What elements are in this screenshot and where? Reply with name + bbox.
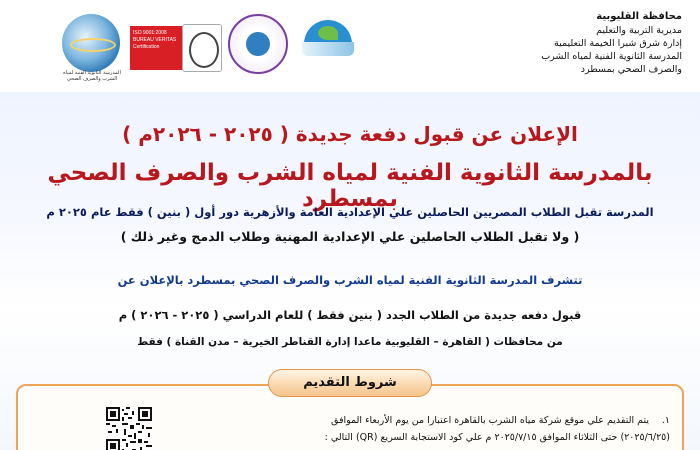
- header-band: [0, 0, 700, 92]
- qr-code[interactable]: [106, 407, 152, 450]
- condition-text1: يتم التقديم علي موقع شركة مياه الشرب بالقاهرة اعتبارا من يوم الأربعاء الموافق: [331, 415, 649, 426]
- school-name-line1: المدرسة الثانوية الفنية لمياه الشرب: [541, 51, 682, 62]
- school-title: بالمدرسة الثانوية الفنية لمياه الشرب والصرف الصحي بمسطرد: [47, 160, 653, 212]
- condition-number: ١.: [661, 415, 670, 426]
- eligibility-text: المدرسة تقبل الطلاب المصريين الحاصلين علي الإعدادية العامة والأزهرية دور أول ( بنين ) فقط عام ٢٠٢٥ م: [46, 205, 654, 219]
- exclusion-text: ( ولا تقبل الطلاب الحاصلين علي الإعدادية المهنية وطلاب الدمج وغير ذلك ): [120, 229, 580, 244]
- logos-row: [62, 10, 502, 86]
- condition-item: [170, 412, 670, 446]
- bureau-veritas-seal: [182, 24, 222, 72]
- directorate-name: مديرية التربية والتعليم: [596, 25, 682, 36]
- admission-text: قبول دفعه جديدة من الطلاب الجدد ( بنين فقط ) للعام الدراسي ( ٢٠٢٥ - ٢٠٢٦ ) م: [118, 308, 582, 322]
- school-globe-logo: [62, 14, 120, 72]
- school-name-line2: والصرف الصحي بمسطرد: [580, 64, 682, 75]
- education-book-logo: [300, 20, 356, 70]
- condition-line1: [170, 412, 670, 429]
- announcement-title: الإعلان عن قبول دفعة جديدة ( ٢٠٢٥ - ٢٠٢٦م ): [122, 122, 578, 146]
- conditions-title: شروط التقديم: [268, 369, 432, 397]
- globe-logo-caption: المدرسة الثانوية الفنية لمياه الشرب والصرف الصحي: [63, 70, 121, 82]
- governorate-name: محافظة القليوبية: [596, 11, 682, 22]
- qr-code-graphic: [106, 407, 152, 450]
- administration-name: إدارة شرق شبرا الخيمة التعليمية: [554, 38, 682, 49]
- administration-block: [532, 10, 682, 76]
- condition-line2: (٢٠٢٥/٦/٢٥) حتى الثلاثاء الموافق ٢٠٢٥/٧/١٥ م علي كود الاستجابة السريع (QR) التالي :: [324, 432, 670, 443]
- intro-text: تتشرف المدرسة الثانوية الفنية لمياه الشرب والصرف الصحي بمسطرد بالإعلان عن: [117, 273, 583, 287]
- bureau-veritas-logo: ISO 9001:2008 BUREAU VERITAS Certification: [130, 26, 182, 70]
- quality-assurance-seal: [228, 14, 288, 74]
- governorates-text: من محافظات ( القاهرة – القليوبية ماعدا إدارة القناطر الخيرية – مدن القناة ) فقط: [137, 336, 563, 348]
